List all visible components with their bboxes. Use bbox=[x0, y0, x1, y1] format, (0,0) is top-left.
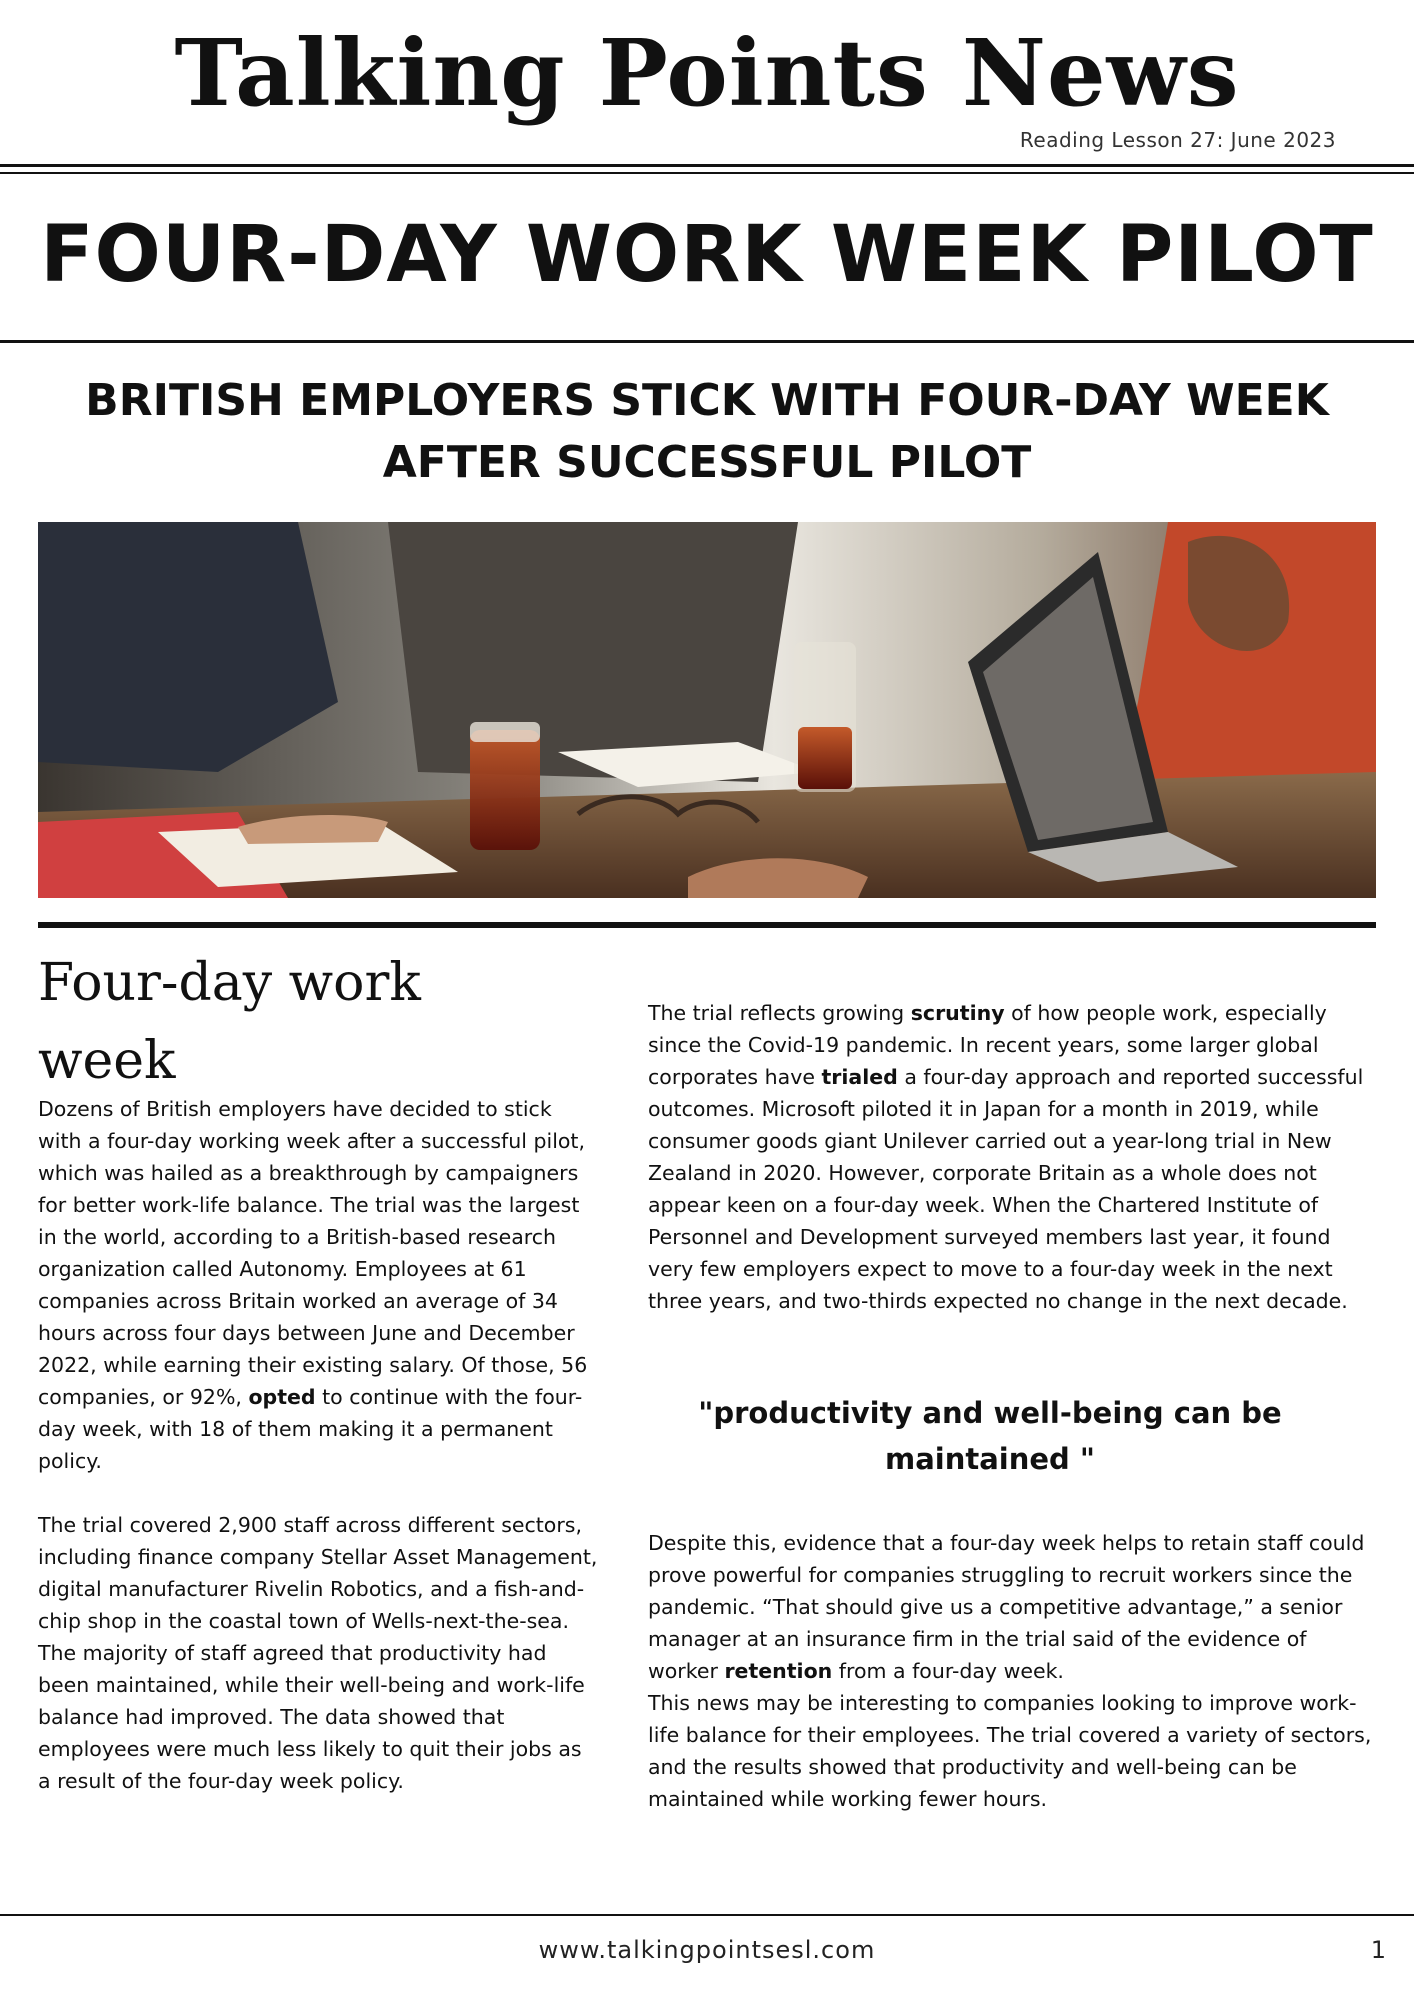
vocab-scrutiny: scrutiny bbox=[910, 1001, 1005, 1025]
vocab-retention: retention bbox=[724, 1659, 833, 1683]
left-column-text bbox=[38, 1093, 598, 1797]
vocab-trialed: trialed bbox=[821, 1065, 898, 1089]
hero-photo bbox=[38, 522, 1376, 898]
right-paragraph-3: This news may be interesting to companies looking to improve work-life balance for their employees. The trial covered a variety of sectors, and the results showed that productivity and well-being can be maintained while working fewer hours. bbox=[648, 1691, 1372, 1811]
top-double-rule-2 bbox=[0, 172, 1414, 174]
masthead-title: Talking Points News bbox=[174, 19, 1240, 127]
right-paragraph-1: The trial reflects growing scrutiny of how people work, especially since the Covid-19 pandemic. In recent years, some larger global corporates have trialed a four-day approach and reported successful outcomes. Microsoft piloted it in Japan for a month in 2019, while consumer goods giant Unilever carried out a year-long trial in New Zealand in 2020. However, corporate Britain as a whole does not appear keen on a four-day week. When the Chartered Institute of Personnel and Development surveyed members last year, it found very few employers expect to move to a four-day week in the next three years, and two-thirds expected no change in the next decade. bbox=[648, 1001, 1364, 1313]
title-divider bbox=[0, 340, 1414, 343]
right-column-text bbox=[648, 997, 1378, 1317]
left-paragraph-1: Dozens of British employers have decided to stick with a four-day working week after a successful pilot, which was hailed as a breakthrough by campaigners for better work-life balance. The trial was the largest in the world, according to a British-based research organization called Autonomy. Employees at 61 companies across Britain worked an average of 34 hours across four days between June and December 2022, while earning their existing salary. Of those, 56 companies, or 92%, opted to continue with the four-day week, with 18 of them making it a permanent policy. bbox=[38, 1097, 588, 1473]
main-title: FOUR-DAY WORK WEEK PILOT bbox=[40, 210, 1374, 300]
footer-website-link[interactable]: www.talkingpointsesl.com bbox=[538, 1936, 876, 1964]
footer-rule bbox=[0, 1914, 1414, 1916]
page-number: 1 bbox=[1370, 1936, 1386, 1964]
office-meeting-photo bbox=[38, 522, 1376, 898]
article-subtitle: BRITISH EMPLOYERS STICK WITH FOUR-DAY WEEK AFTER SUCCESSFUL PILOT bbox=[85, 375, 1329, 488]
image-bottom-rule bbox=[38, 922, 1376, 928]
lesson-date-line: Reading Lesson 27: June 2023 bbox=[1019, 128, 1336, 152]
section-heading: Four-day work week bbox=[38, 953, 421, 1091]
right-paragraph-2: Despite this, evidence that a four-day week helps to retain staff could prove powerful for companies struggling to recruit workers since the pandemic. “That should give us a competitive advantage,” a senior manager at an insurance firm in the trial said of the evidence of worker retention from a four-day week. bbox=[648, 1531, 1365, 1683]
pull-quote: "productivity and well-being can be maintained " bbox=[698, 1396, 1282, 1476]
left-paragraph-2: The trial covered 2,900 staff across different sectors, including finance company Stellar Asset Management, digital manufacturer Rivelin Robotics, and a fish-and-chip shop in the coastal town of Wells-next-the-sea. The majority of staff agreed that productivity had been maintained, while their well-being and work-life balance had improved. The data showed that employees were much less likely to quit their jobs as a result of the four-day week policy. bbox=[38, 1513, 598, 1793]
vocab-opted: opted bbox=[248, 1385, 316, 1409]
top-double-rule-1 bbox=[0, 164, 1414, 167]
right-column-text-2 bbox=[648, 1527, 1378, 1815]
